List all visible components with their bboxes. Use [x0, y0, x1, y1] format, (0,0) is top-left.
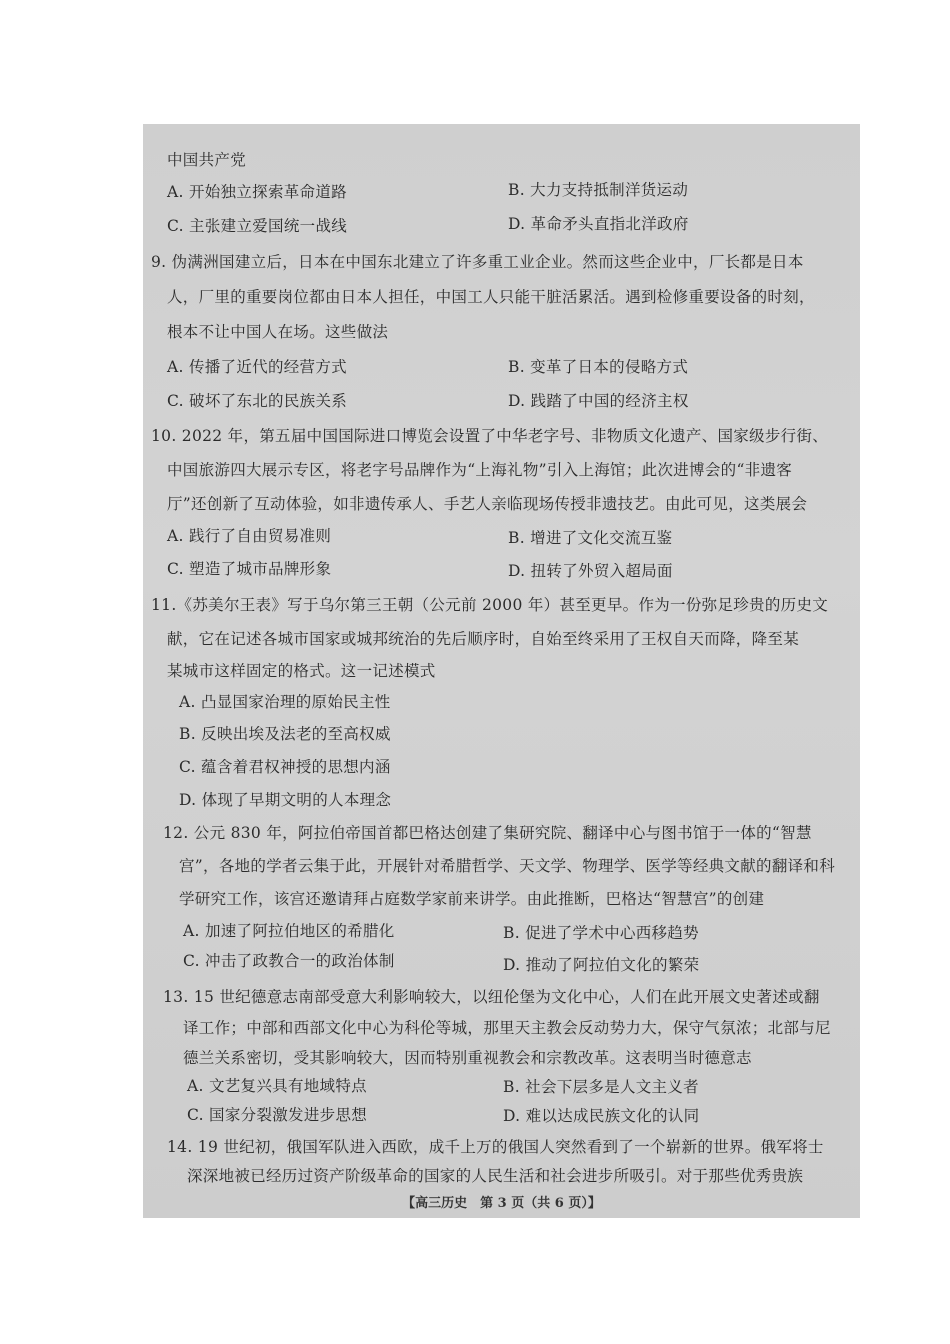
q10-option-b: B. 增进了文化交流互鉴 [508, 529, 673, 547]
q9-stem-line-1: 9. 伪满洲国建立后，日本在中国东北建立了许多重工业企业。然而这些企业中，厂长都是日本 [151, 253, 804, 271]
q8-option-b: B. 大力支持抵制洋货运动 [508, 181, 689, 199]
q8-option-d: D. 革命矛头直指北洋政府 [508, 215, 689, 233]
q12-stem-line-1: 12. 公元 830 年，阿拉伯帝国首都巴格达创建了集研究院、翻译中心与图书馆于一体的“智慧 [163, 824, 812, 842]
q13-option-a: A. 文艺复兴具有地域特点 [187, 1077, 367, 1095]
q11-option-d: D. 体现了早期文明的人本理念 [179, 791, 392, 809]
q10-option-a: A. 践行了自由贸易准则 [167, 527, 332, 545]
q13-option-c: C. 国家分裂激发进步思想 [187, 1106, 368, 1124]
q10-option-c: C. 塑造了城市品牌形象 [167, 560, 332, 578]
q9-option-d: D. 践踏了中国的经济主权 [508, 392, 689, 410]
q11-stem-line-1: 11.《苏美尔王表》写于乌尔第三王朝（公元前 2000 年）甚至更早。作为一份弥足珍贵的历史文 [151, 596, 829, 614]
q11-stem-line-2: 献，它在记述各城市国家或城邦统治的先后顺序时，自始至终采用了王权自天而降，降至某 [167, 630, 800, 648]
q8-option-c: C. 主张建立爱国统一战线 [167, 217, 348, 235]
q14-stem-line-1: 14. 19 世纪初，俄国军队进入西欧，成千上万的俄国人突然看到了一个崭新的世界。俄军将士 [167, 1138, 824, 1156]
q10-stem-line-1: 10. 2022 年，第五届中国国际进口博览会设置了中华老字号、非物质文化遗产、国家级步行街、 [151, 427, 829, 445]
exam-page [143, 124, 860, 1218]
q9-stem-line-3: 根本不让中国人在场。这些做法 [167, 323, 389, 341]
q11-option-c: C. 蕴含着君权神授的思想内涵 [179, 758, 391, 776]
page-footer: 【高三历史 第 3 页（共 6 页）】 [402, 1196, 601, 1211]
q12-stem-line-3: 学研究工作，该宫还邀请拜占庭数学家前来讲学。由此推断，巴格达“智慧宫”的创建 [179, 890, 765, 908]
q9-option-c: C. 破坏了东北的民族关系 [167, 392, 348, 410]
q13-stem-line-3: 德兰关系密切，受其影响较大，因而特别重视教会和宗教改革。这表明当时德意志 [183, 1049, 752, 1067]
q10-option-d: D. 扭转了外贸入超局面 [508, 562, 673, 580]
q12-option-a: A. 加速了阿拉伯地区的希腊化 [183, 922, 395, 940]
q12-stem-line-2: 宫”，各地的学者云集于此，开展针对希腊哲学、天文学、物理学、医学等经典文献的翻译和科 [179, 857, 836, 875]
q10-stem-line-2: 中国旅游四大展示专区，将老字号品牌作为“上海礼物”引入上海馆；此次进博会的“非遗客 [167, 461, 793, 479]
q11-option-a: A. 凸显国家治理的原始民主性 [179, 693, 391, 711]
q10-stem-line-3: 厅”还创新了互动体验，如非遗传承人、手艺人亲临现场传授非遗技艺。由此可见，这类展会 [167, 495, 808, 513]
q12-option-c: C. 冲击了政教合一的政治体制 [183, 952, 395, 970]
q11-stem-line-3: 某城市这样固定的格式。这一记述模式 [167, 662, 436, 680]
q13-stem-line-1: 13. 15 世纪德意志南部受意大利影响较大，以纽伦堡为文化中心，人们在此开展文史著述或翻 [163, 988, 820, 1006]
q13-stem-line-2: 译工作；中部和西部文化中心为科伦等城，那里天主教会反动势力大，保守气氛浓；北部与尼 [183, 1019, 831, 1037]
q12-option-d: D. 推动了阿拉伯文化的繁荣 [503, 956, 700, 974]
q9-option-a: A. 传播了近代的经营方式 [167, 358, 347, 376]
q9-stem-line-2: 人，厂里的重要岗位都由日本人担任，中国工人只能干脏活累活。遇到检修重要设备的时刻， [167, 288, 815, 306]
q11-option-b: B. 反映出埃及法老的至高权威 [179, 725, 391, 743]
q8-stem-tail: 中国共产党 [167, 151, 247, 169]
q9-option-b: B. 变革了日本的侵略方式 [508, 358, 689, 376]
q13-option-d: D. 难以达成民族文化的认同 [503, 1107, 700, 1125]
q12-option-b: B. 促进了学术中心西移趋势 [503, 924, 699, 942]
q8-option-a: A. 开始独立探索革命道路 [167, 183, 347, 201]
q13-option-b: B. 社会下层多是人文主义者 [503, 1078, 699, 1096]
q14-stem-line-2: 深深地被已经历过资产阶级革命的国家的人民生活和社会进步所吸引。对于那些优秀贵族 [187, 1167, 804, 1185]
